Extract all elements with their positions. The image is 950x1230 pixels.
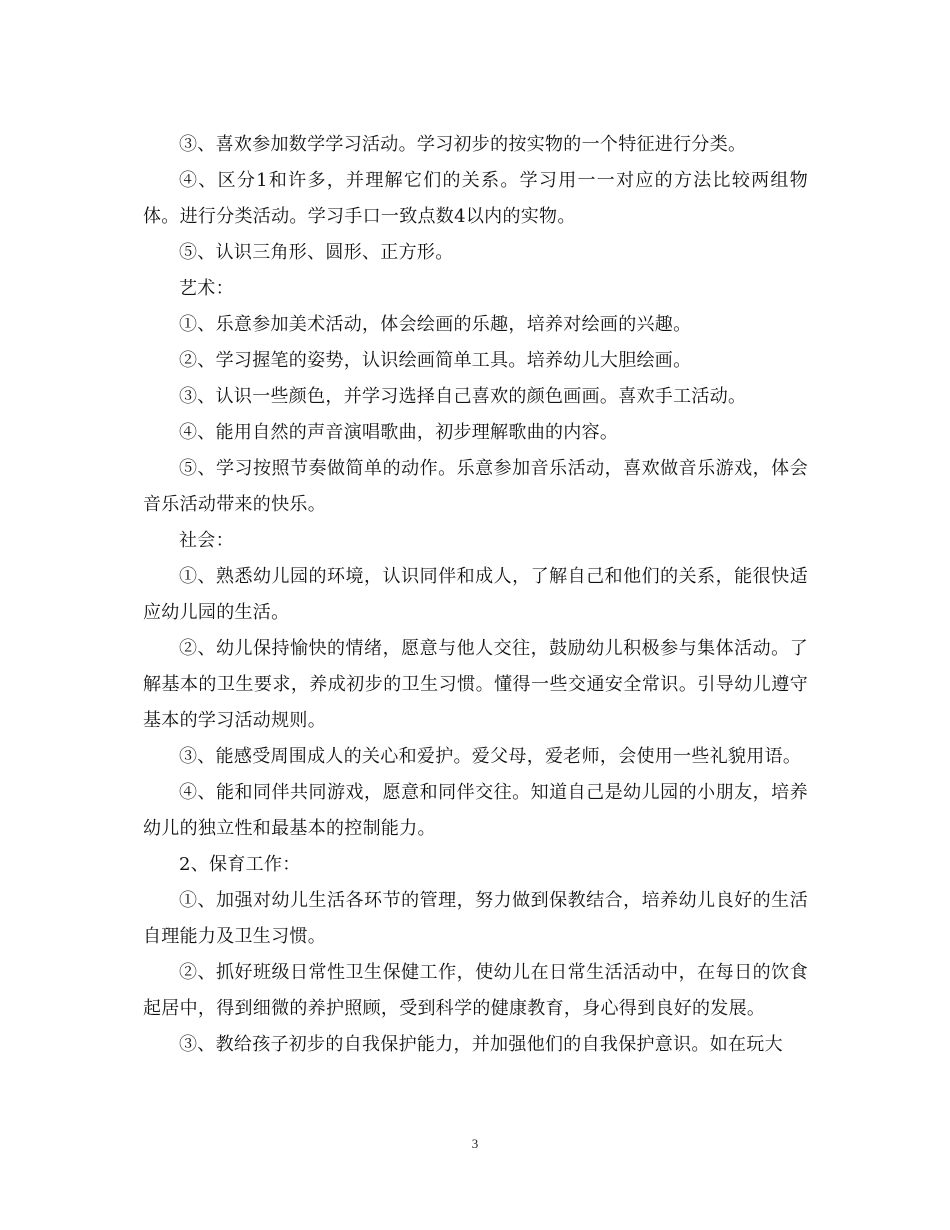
- paragraph-society-1: ①、熟悉幼儿园的环境，认识同伴和成人，了解自己和他们的关系，能很快适应幼儿园的生活。: [143, 566, 808, 623]
- page-number: 3: [471, 1136, 479, 1151]
- paragraph-art-2: ②、学习握笔的姿势，认识绘画简单工具。培养幼儿大胆绘画。: [179, 350, 692, 371]
- paragraph-math-3: ③、喜欢参加数学学习活动。学习初步的按实物的一个特征进行分类。: [179, 134, 747, 155]
- paragraph-math-4: ④、区分1和许多，并理解它们的关系。学习用一一对应的方法比较两组物体。进行分类活动。学习手口一致点数4以内的实物。: [143, 170, 808, 227]
- paragraph-care-1: ①、加强对幼儿生活各环节的管理，努力做到保教结合，培养幼儿良好的生活自理能力及卫生习惯。: [143, 890, 808, 947]
- section-heading-care: 2、保育工作：: [179, 854, 301, 875]
- paragraph-society-4: ④、能和同伴共同游戏，愿意和同伴交往。知道自己是幼儿园的小朋友，培养幼儿的独立性和最基本的控制能力。: [143, 782, 808, 839]
- document-body: [143, 127, 808, 1063]
- section-heading-art: 艺术：: [179, 278, 234, 299]
- paragraph-care-3: ③、教给孩子初步的自我保护能力，并加强他们的自我保护意识。如在玩大: [179, 1034, 783, 1055]
- paragraph-art-3: ③、认识一些颜色，并学习选择自己喜欢的颜色画画。喜欢手工活动。: [179, 386, 747, 407]
- paragraph-society-3: ③、能感受周围成人的关心和爱护。爱父母，爱老师，会使用一些礼貌用语。: [179, 746, 802, 767]
- section-heading-society: 社会：: [179, 530, 234, 551]
- paragraph-care-2: ②、抓好班级日常性卫生保健工作，使幼儿在日常生活活动中，在每日的饮食起居中，得到细微的养护照顾，受到科学的健康教育，身心得到良好的发展。: [143, 962, 808, 1019]
- paragraph-math-5: ⑤、认识三角形、圆形、正方形。: [179, 242, 454, 263]
- paragraph-art-4: ④、能用自然的声音演唱歌曲，初步理解歌曲的内容。: [179, 422, 619, 443]
- paragraph-art-5: ⑤、学习按照节奏做简单的动作。乐意参加音乐活动，喜欢做音乐游戏，体会音乐活动带来的快乐。: [143, 458, 808, 515]
- paragraph-art-1: ①、乐意参加美术活动，体会绘画的乐趣，培养对绘画的兴趣。: [179, 314, 692, 335]
- paragraph-society-2: ②、幼儿保持愉快的情绪，愿意与他人交往，鼓励幼儿积极参与集体活动。了解基本的卫生要求，养成初步的卫生习惯。懂得一些交通安全常识。引导幼儿遵守基本的学习活动规则。: [143, 638, 808, 731]
